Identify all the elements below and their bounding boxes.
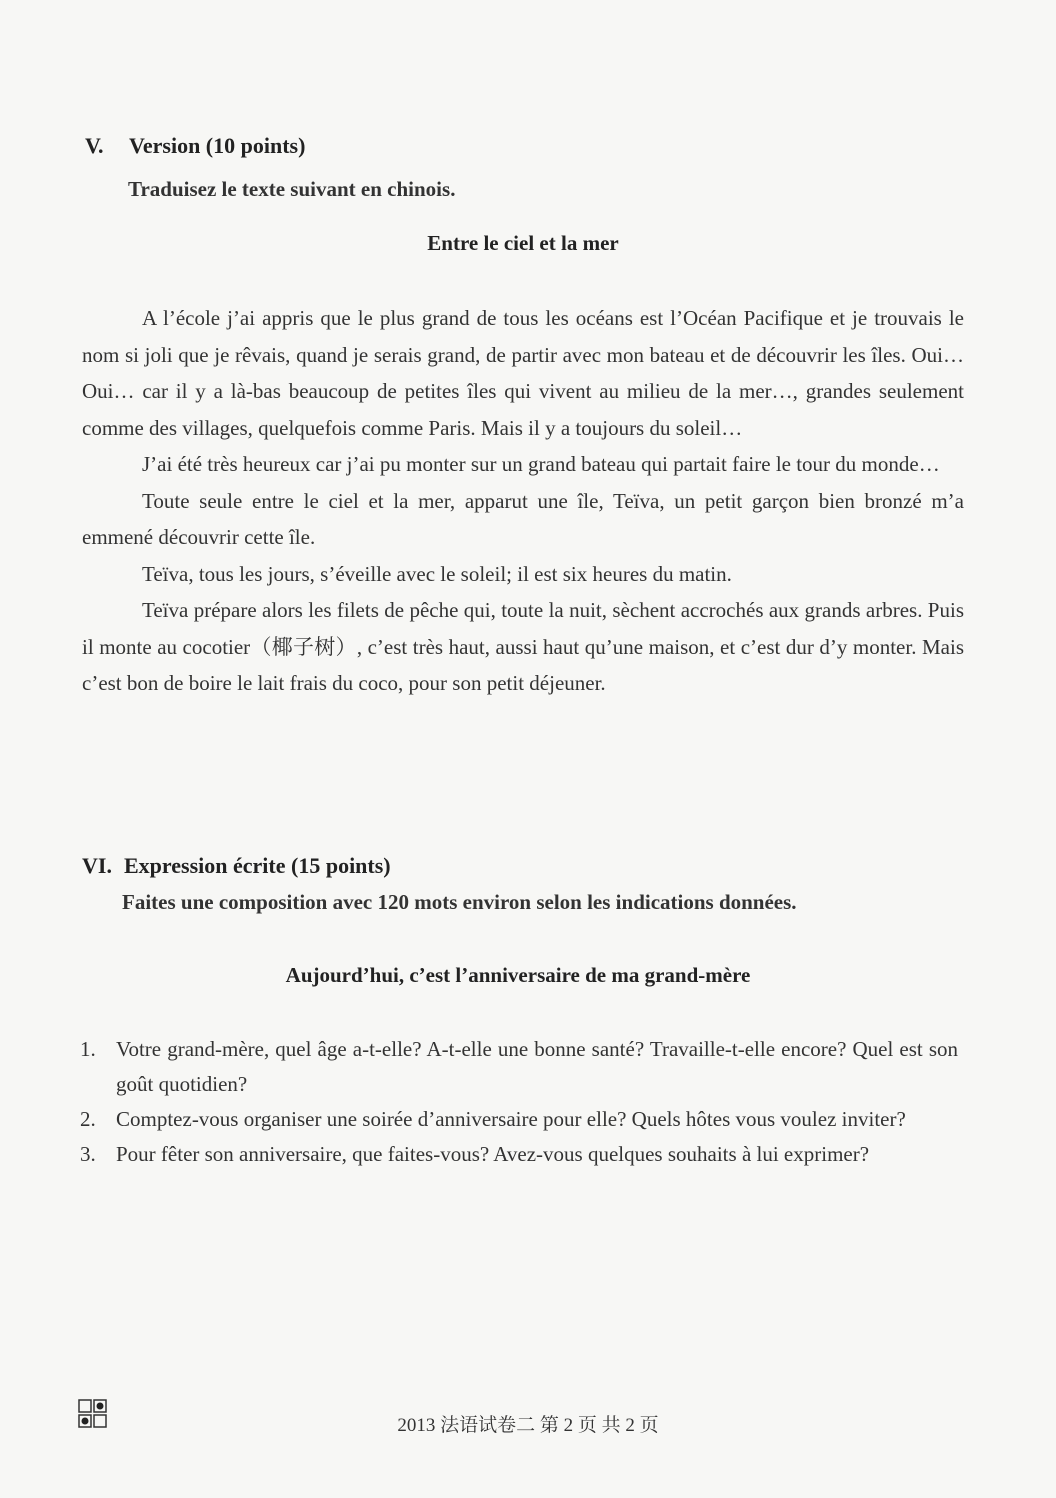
section-5-passage (82, 300, 964, 702)
question-number: 3. (80, 1142, 96, 1166)
section-5-title: Entre le ciel et la mer (427, 231, 619, 255)
question-text: Votre grand-mère, quel âge a-t-elle? A-t-elle une bonne santé? Travaille-t-elle encore? Quel est son goût quotidien? (116, 1037, 958, 1096)
section-5-instruction: Traduisez le texte suivant en chinois. (128, 177, 456, 201)
section-6-question-list (80, 1032, 958, 1172)
page-footer: 2013 法语试卷二 第 2 页 共 2 页 (397, 1415, 659, 1436)
section-6-title: Aujourd’hui, c’est l’anniversaire de ma grand-mère (285, 963, 751, 987)
section-5-heading-text: Version (10 points) (129, 133, 306, 158)
passage-paragraph: Teïva prépare alors les filets de pêche qui, toute la nuit, sèchent accrochés aux grands arbres. Puis il monte au cocotier（椰子树）, c’est très haut, aussi haut qu’une maison, et c’est dur d’y monter. Mais c’est bon de boire le lait frais du coco, pour son petit déjeuner. (82, 598, 964, 695)
section-5-heading (85, 133, 305, 159)
question-number: 1. (80, 1037, 96, 1061)
question-text: Comptez-vous organiser une soirée d’anniversaire pour elle? Quels hôtes vous voulez inviter? (116, 1107, 906, 1131)
question-text: Pour fêter son anniversaire, que faites-vous? Avez-vous quelques souhaits à lui exprimer? (116, 1142, 870, 1166)
section-5-number: V. (85, 133, 104, 158)
section-6-number: VI. (82, 853, 112, 878)
passage-paragraph: Teïva, tous les jours, s’éveille avec le soleil; il est six heures du matin. (142, 561, 732, 586)
question-number: 2. (80, 1107, 96, 1131)
question-item (80, 1102, 958, 1137)
passage-paragraph: Toute seule entre le ciel et la mer, apparut une île, Teïva, un petit garçon bien bronzé m’a emmené découvrir cette île. (82, 488, 964, 549)
passage-paragraph: A l’école j’ai appris que le plus grand de tous les océans est l’Océan Pacifique et je trouvais le nom si joli que je rêvais, quand je serais grand, de partir avec mon bateau et de découvrir les îles. Oui…Oui… car il y a là-bas beaucoup de petites îles qui vivent au milieu de la mer…, grandes seulement comme des villages, quelquefois comme Paris. Mais il y a toujours du soleil… (82, 306, 964, 440)
question-item (80, 1032, 958, 1102)
section-6-heading (82, 853, 391, 879)
passage-paragraph: J’ai été très heureux car j’ai pu monter sur un grand bateau qui partait faire le tour du monde… (142, 452, 940, 476)
section-6-heading-text: Expression écrite (15 points) (124, 853, 391, 878)
section-6-instruction: Faites une composition avec 120 mots environ selon les indications données. (122, 890, 797, 914)
question-item (80, 1137, 958, 1172)
